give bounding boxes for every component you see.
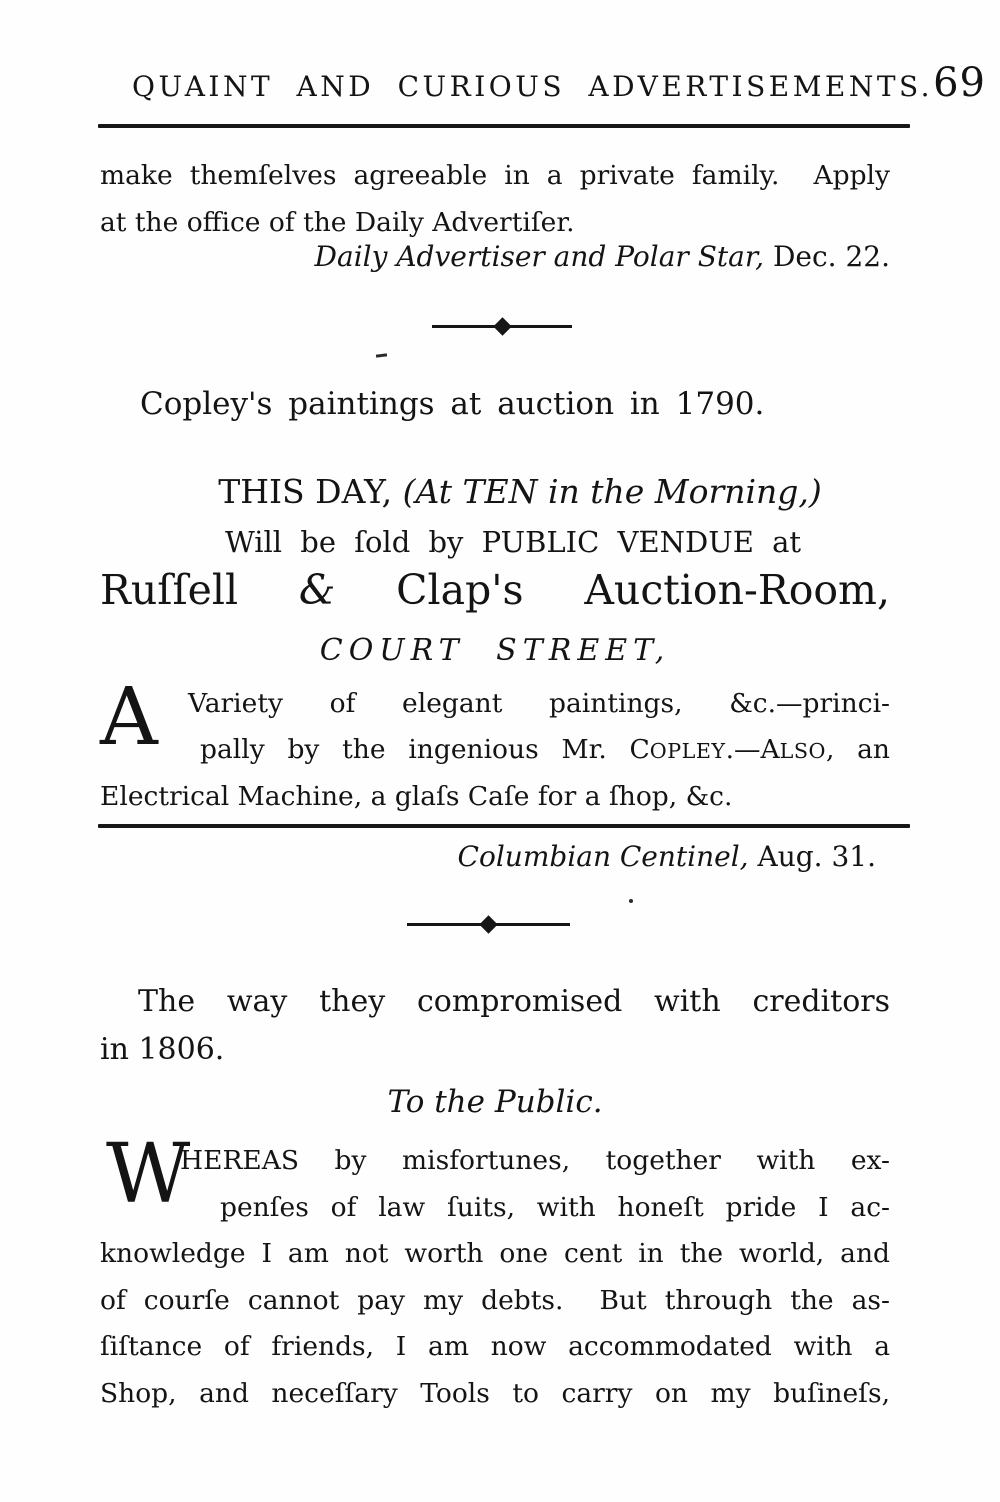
text-line: make themſelves agreeable in a private family. Apply — [100, 160, 890, 191]
headline-roman: THIS DAY, — [218, 472, 393, 511]
auction-room-name — [100, 566, 890, 614]
scan-artifact — [376, 353, 387, 357]
headline-italic: (At TEN in the Morning,) — [402, 472, 822, 511]
ad-copley-subline: Will be ſold by PUBLIC VENDUE at — [224, 525, 802, 559]
header-rule — [98, 124, 910, 128]
text-line: of courſe cannot pay my debts. But through the as- — [100, 1284, 890, 1316]
ad-copley-intro: Copley's paintings at auction in 1790. — [140, 386, 765, 422]
running-title: QUAINT AND CURIOUS ADVERTISEMENTS. — [132, 70, 934, 103]
page-number: 69 — [933, 60, 986, 106]
drop-cap-W: W — [106, 1127, 191, 1222]
page-header — [100, 60, 986, 106]
section-divider — [407, 918, 570, 931]
text-line: pally by the ingenious Mr. COPLEY.—ALSO, an — [200, 734, 890, 765]
ad-private-family-paragraph — [100, 152, 890, 246]
section-rule — [98, 824, 910, 828]
ad-copley-headline — [125, 472, 915, 511]
source-citation — [100, 840, 890, 873]
text-line: The way they compromised with creditors — [138, 984, 890, 1019]
text-line: knowledge I am not worth one cent in the world, and — [100, 1238, 890, 1269]
source-date: Dec. 22. — [772, 240, 890, 273]
source-name: Daily Advertiser and Polar Star, — [314, 240, 765, 273]
drop-cap-A: A — [100, 670, 158, 763]
text-line: HEREAS by misfortunes, together with ex- — [180, 1145, 890, 1176]
source-name: Columbian Centinel, — [457, 840, 749, 873]
text-line: Shop, and neceſſary Tools to carry on my buſineſs, — [100, 1377, 890, 1409]
text-line: ſiſtance of friends, I am now accommodated with a — [100, 1331, 890, 1362]
text-line: in 1806. — [100, 1032, 225, 1067]
venue-word: Auction-Room, — [584, 566, 890, 614]
salutation: To the Public. — [387, 1084, 603, 1120]
venue-word: Ruſſell — [100, 566, 239, 614]
ad-creditors-intro — [100, 978, 890, 1074]
scan-artifact — [629, 899, 633, 903]
venue-word: Clap's — [396, 566, 524, 614]
text-line: Electrical Machine, a glaſs Caſe for a ſhop, &c. — [100, 781, 733, 812]
text-line: Variety of elegant paintings, &c.—princi- — [188, 688, 890, 719]
text-line: penſes of law ſuits, with honeſt pride I ac- — [220, 1191, 890, 1223]
diamond-icon — [479, 915, 497, 933]
diamond-icon — [493, 317, 511, 335]
section-divider — [432, 320, 572, 333]
text-line: at the office of the Daily Advertiſer. — [100, 207, 575, 238]
ampersand: & — [298, 566, 336, 614]
ad-copley-paragraph — [100, 670, 890, 820]
street-line: COURT STREET, — [319, 633, 671, 668]
source-date: Aug. 31. — [757, 840, 876, 873]
source-citation — [100, 240, 890, 273]
ad-creditors-paragraph — [100, 1127, 890, 1417]
